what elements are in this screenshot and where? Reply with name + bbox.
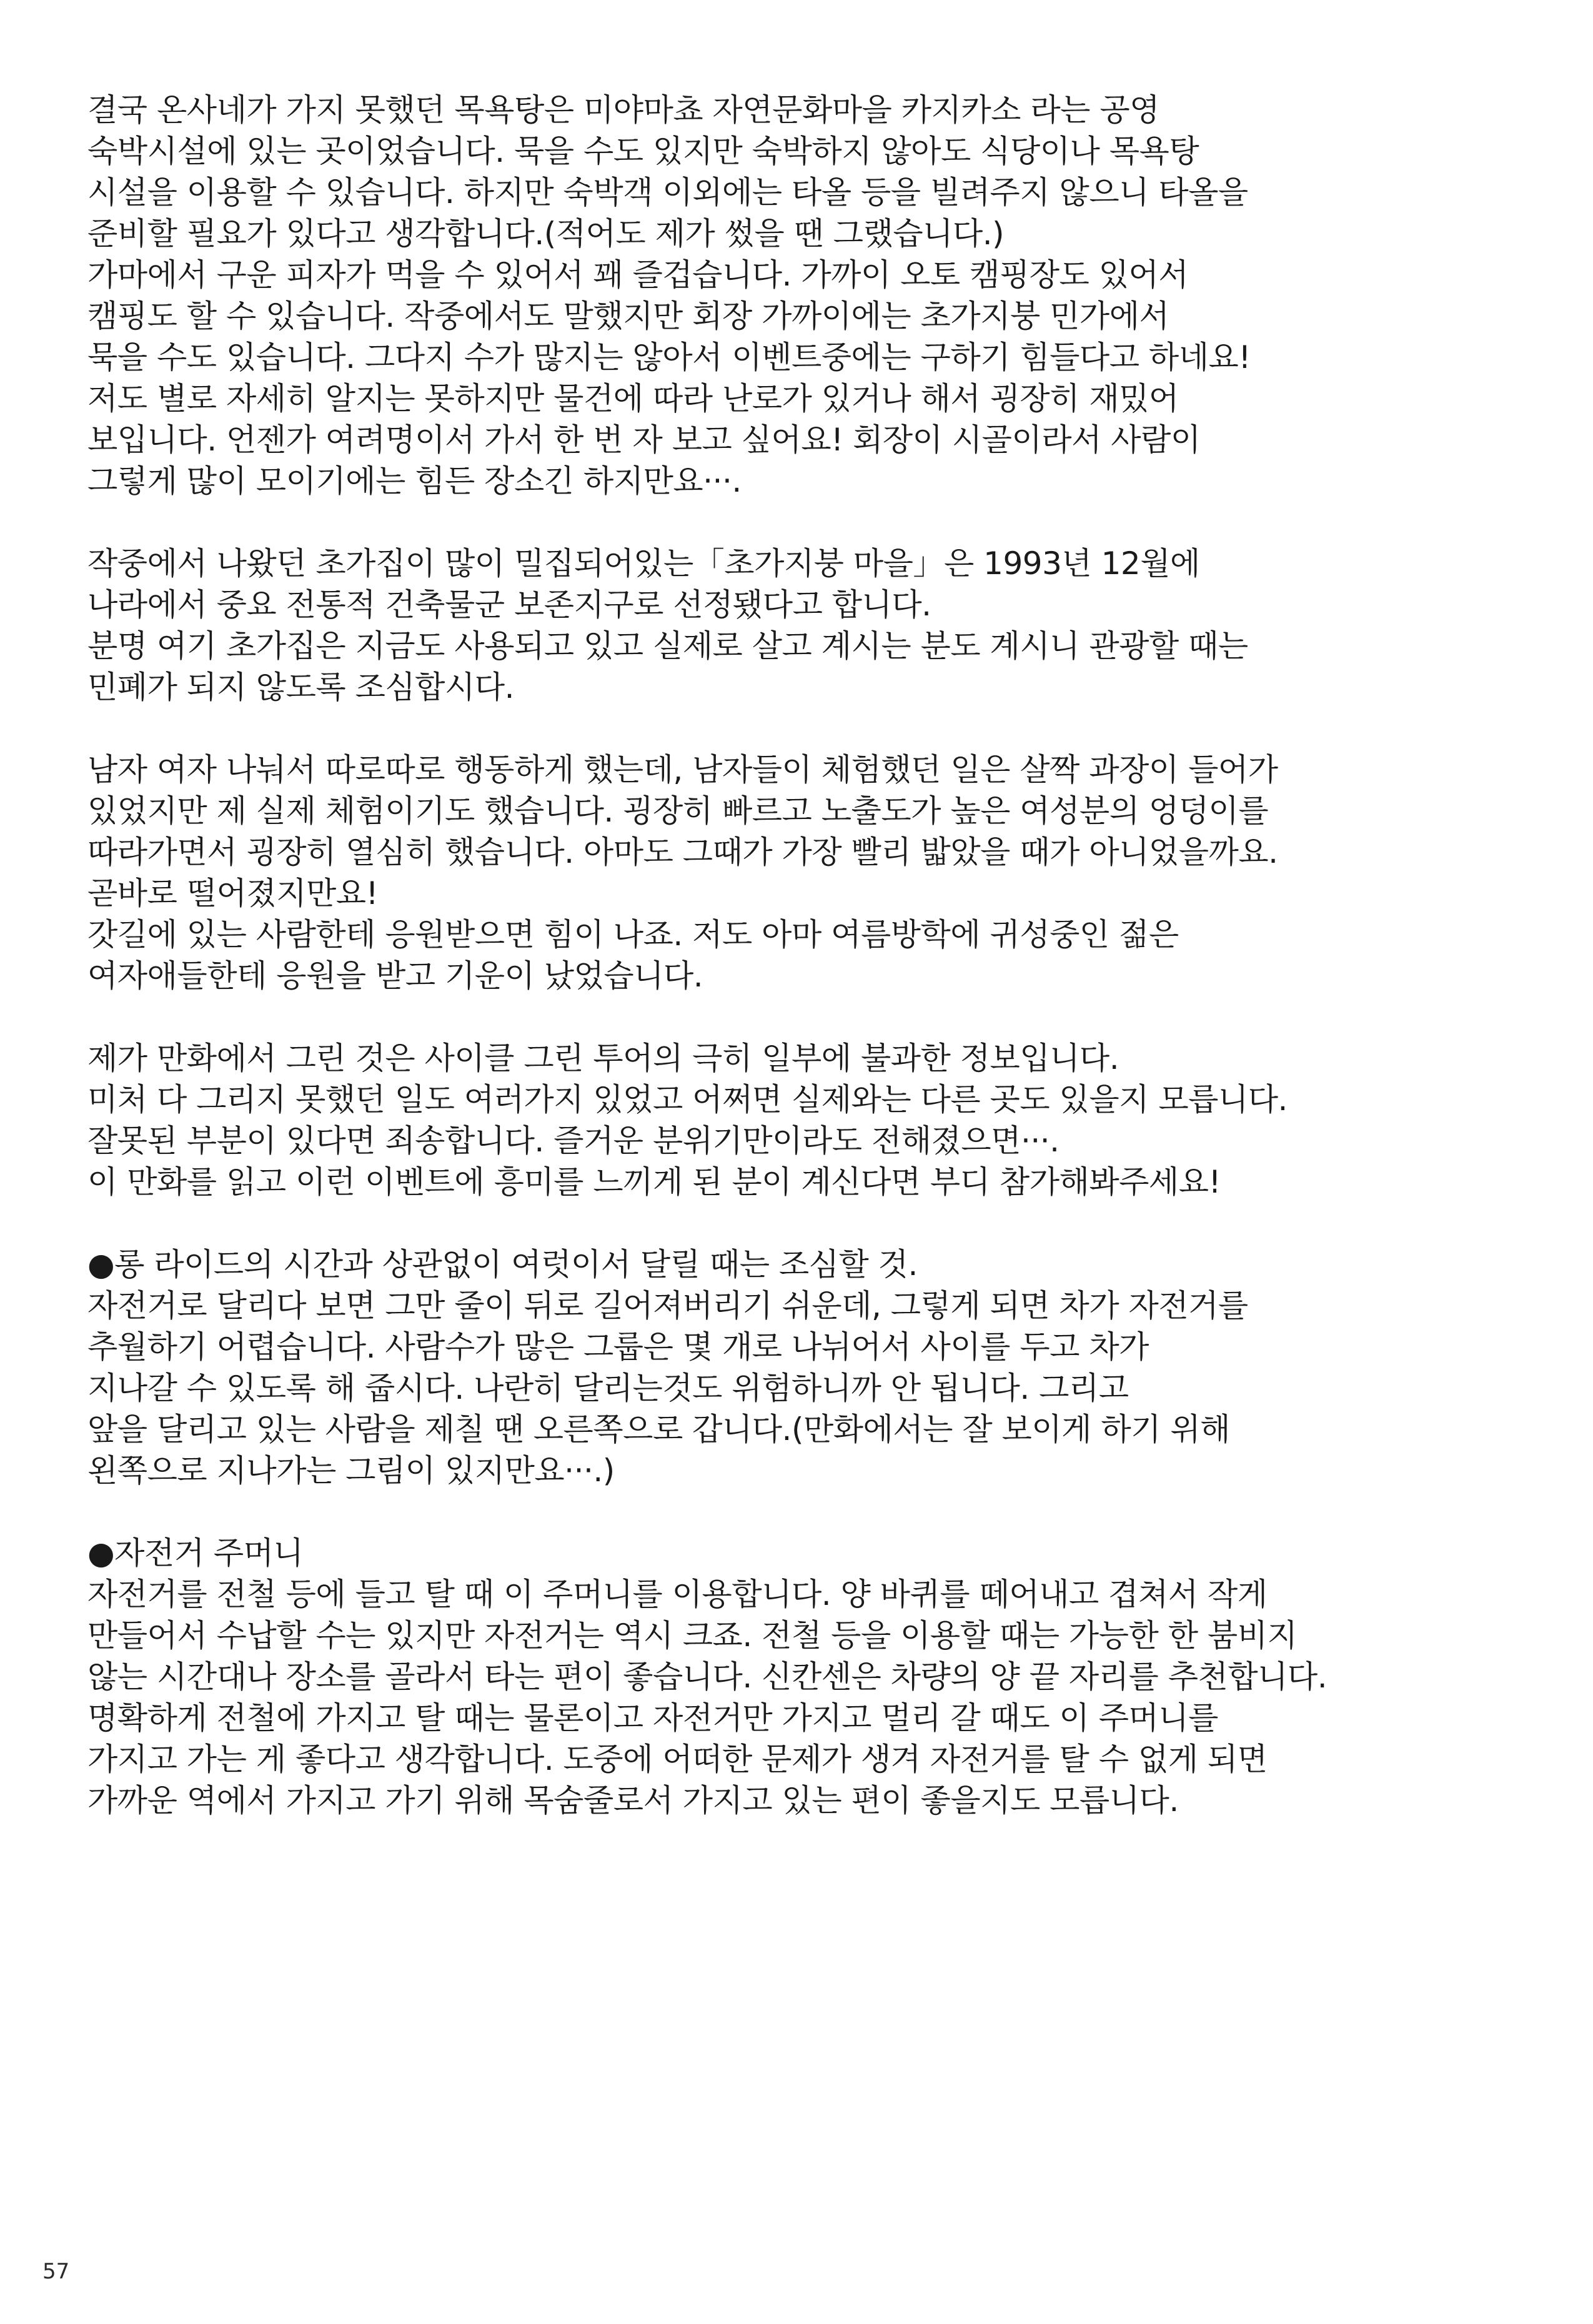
paragraph-bathhouse bbox=[87, 89, 1543, 502]
text-line: 앞을 달리고 있는 사람을 제칠 땐 오른쪽으로 갑니다.(만화에서는 잘 보이게 하기 위해 bbox=[87, 1411, 1230, 1448]
text-line: 여자애들한테 응원을 받고 기운이 났었습니다. bbox=[87, 958, 703, 994]
text-line: 가마에서 구운 피자가 먹을 수 있어서 꽤 즐겁습니다. 가까이 오토 캠핑장도 있어서 bbox=[87, 257, 1189, 293]
text-line: 시설을 이용할 수 있습니다. 하지만 숙박객 이외에는 타올 등을 빌려주지 않으니 타올을 bbox=[87, 174, 1248, 211]
text-line: 미처 다 그리지 못했던 일도 여러가지 있었고 어쩌면 실제와는 다른 곳도 있을지 모릅니다. bbox=[87, 1081, 1288, 1118]
text-line: 않는 시간대나 장소를 골라서 타는 편이 좋습니다. 신칸센은 차량의 양 끝 자리를 추천합니다. bbox=[87, 1659, 1328, 1695]
text-line: 지나갈 수 있도록 해 줍시다. 나란히 달리는것도 위험하니까 안 됩니다. 그리고 bbox=[87, 1370, 1129, 1406]
text-line: 작중에서 나왔던 초가집이 많이 밀집되어있는「초가지붕 마을」은 1993년 12월에 bbox=[87, 545, 1200, 582]
text-line: 나라에서 중요 전통적 건축물군 보존지구로 선정됐다고 합니다. bbox=[87, 587, 931, 623]
text-line: ●롱 라이드의 시간과 상관없이 여럿이서 달릴 때는 조심할 것. bbox=[87, 1246, 918, 1283]
text-line: 만들어서 수납할 수는 있지만 자전거는 역시 크죠. 전철 등을 이용할 때는 가능한 한 붐비지 bbox=[87, 1617, 1298, 1654]
text-line: 따라가면서 굉장히 열심히 했습니다. 아마도 그때가 가장 빨리 밟았을 때가 아니었을까요. bbox=[87, 834, 1278, 870]
text-line: 묵을 수도 있습니다. 그다지 수가 많지는 않아서 이벤트중에는 구하기 힘들다고 하네요! bbox=[87, 339, 1251, 375]
text-line: 이 만화를 읽고 이런 이벤트에 흥미를 느끼게 된 분이 계신다면 부디 참가해봐주세요! bbox=[87, 1164, 1221, 1200]
text-line: 갓길에 있는 사람한테 응원받으면 힘이 나죠. 저도 아마 여름방학에 귀성중인 젊은 bbox=[87, 916, 1179, 953]
text-line: 민폐가 되지 않도록 조심합시다. bbox=[87, 669, 514, 705]
text-line: 가지고 가는 게 좋다고 생각합니다. 도중에 어떠한 문제가 생겨 자전거를 탈 수 없게 되면 bbox=[87, 1741, 1268, 1777]
text-line: 가까운 역에서 가지고 가기 위해 목숨줄로서 가지고 있는 편이 좋을지도 모릅니다. bbox=[87, 1782, 1179, 1819]
text-line: 보입니다. 언젠가 여려명이서 가서 한 번 자 보고 싶어요! 회장이 시골이라서 사람이 bbox=[87, 422, 1201, 458]
body-text bbox=[87, 89, 1543, 1862]
text-line: 곧바로 떨어졌지만요! bbox=[87, 875, 379, 911]
text-line: 제가 만화에서 그린 것은 사이클 그린 투어의 극히 일부에 불과한 정보입니다. bbox=[87, 1040, 1119, 1076]
paragraph-riding-experience bbox=[87, 749, 1543, 996]
text-line: ●자전거 주머니 bbox=[87, 1535, 304, 1571]
text-line: 명확하게 전철에 가지고 탈 때는 물론이고 자전거만 가지고 멀리 갈 때도 이 주머니를 bbox=[87, 1700, 1218, 1736]
text-line: 저도 별로 자세히 알지는 못하지만 물건에 따라 난로가 있거나 해서 굉장히 재밌어 bbox=[87, 380, 1179, 417]
page-number: 57 bbox=[42, 2259, 70, 2284]
paragraph-thatched-village bbox=[87, 543, 1543, 708]
paragraph-afterword bbox=[87, 1038, 1543, 1203]
text-line: 잘못된 부분이 있다면 죄송합니다. 즐거운 분위기만이라도 전해졌으면···. bbox=[87, 1123, 1060, 1159]
text-line: 결국 온사네가 가지 못했던 목욕탕은 미야마쵸 자연문화마을 카지카소 라는 공영 bbox=[87, 92, 1159, 128]
text-line: 왼쪽으로 지나가는 그림이 있지만요···.) bbox=[87, 1452, 615, 1489]
text-line: 캠핑도 할 수 있습니다. 작중에서도 말했지만 회장 가까이에는 초가지붕 민가에서 bbox=[87, 298, 1169, 334]
text-line: 준비할 필요가 있다고 생각합니다.(적어도 제가 썼을 땐 그랬습니다.) bbox=[87, 216, 1005, 252]
text-line: 있었지만 제 실제 체험이기도 했습니다. 굉장히 빠르고 노출도가 높은 여성분의 엉덩이를 bbox=[87, 793, 1269, 829]
text-line: 분명 여기 초가집은 지금도 사용되고 있고 실제로 살고 계시는 분도 계시니 관광할 때는 bbox=[87, 628, 1248, 664]
text-line: 남자 여자 나눠서 따로따로 행동하게 했는데, 남자들이 체험했던 일은 살짝 과장이 들어가 bbox=[87, 752, 1278, 788]
text-line: 자전거를 전철 등에 들고 탈 때 이 주머니를 이용합니다. 양 바퀴를 떼어내고 겹쳐서 작게 bbox=[87, 1576, 1268, 1612]
text-line: 숙박시설에 있는 곳이었습니다. 묵을 수도 있지만 숙박하지 않아도 식당이나 목욕탕 bbox=[87, 133, 1199, 169]
text-line: 추월하기 어렵습니다. 사람수가 많은 그룹은 몇 개로 나뉘어서 사이를 두고 차가 bbox=[87, 1329, 1149, 1365]
text-line: 그렇게 많이 모이기에는 힘든 장소긴 하지만요···. bbox=[87, 463, 742, 499]
paragraph-bike-bag-tip bbox=[87, 1532, 1543, 1821]
text-line: 자전거로 달리다 보면 그만 줄이 뒤로 길어져버리기 쉬운데, 그렇게 되면 차가 자전거를 bbox=[87, 1288, 1248, 1324]
paragraph-group-riding-tip bbox=[87, 1244, 1543, 1491]
